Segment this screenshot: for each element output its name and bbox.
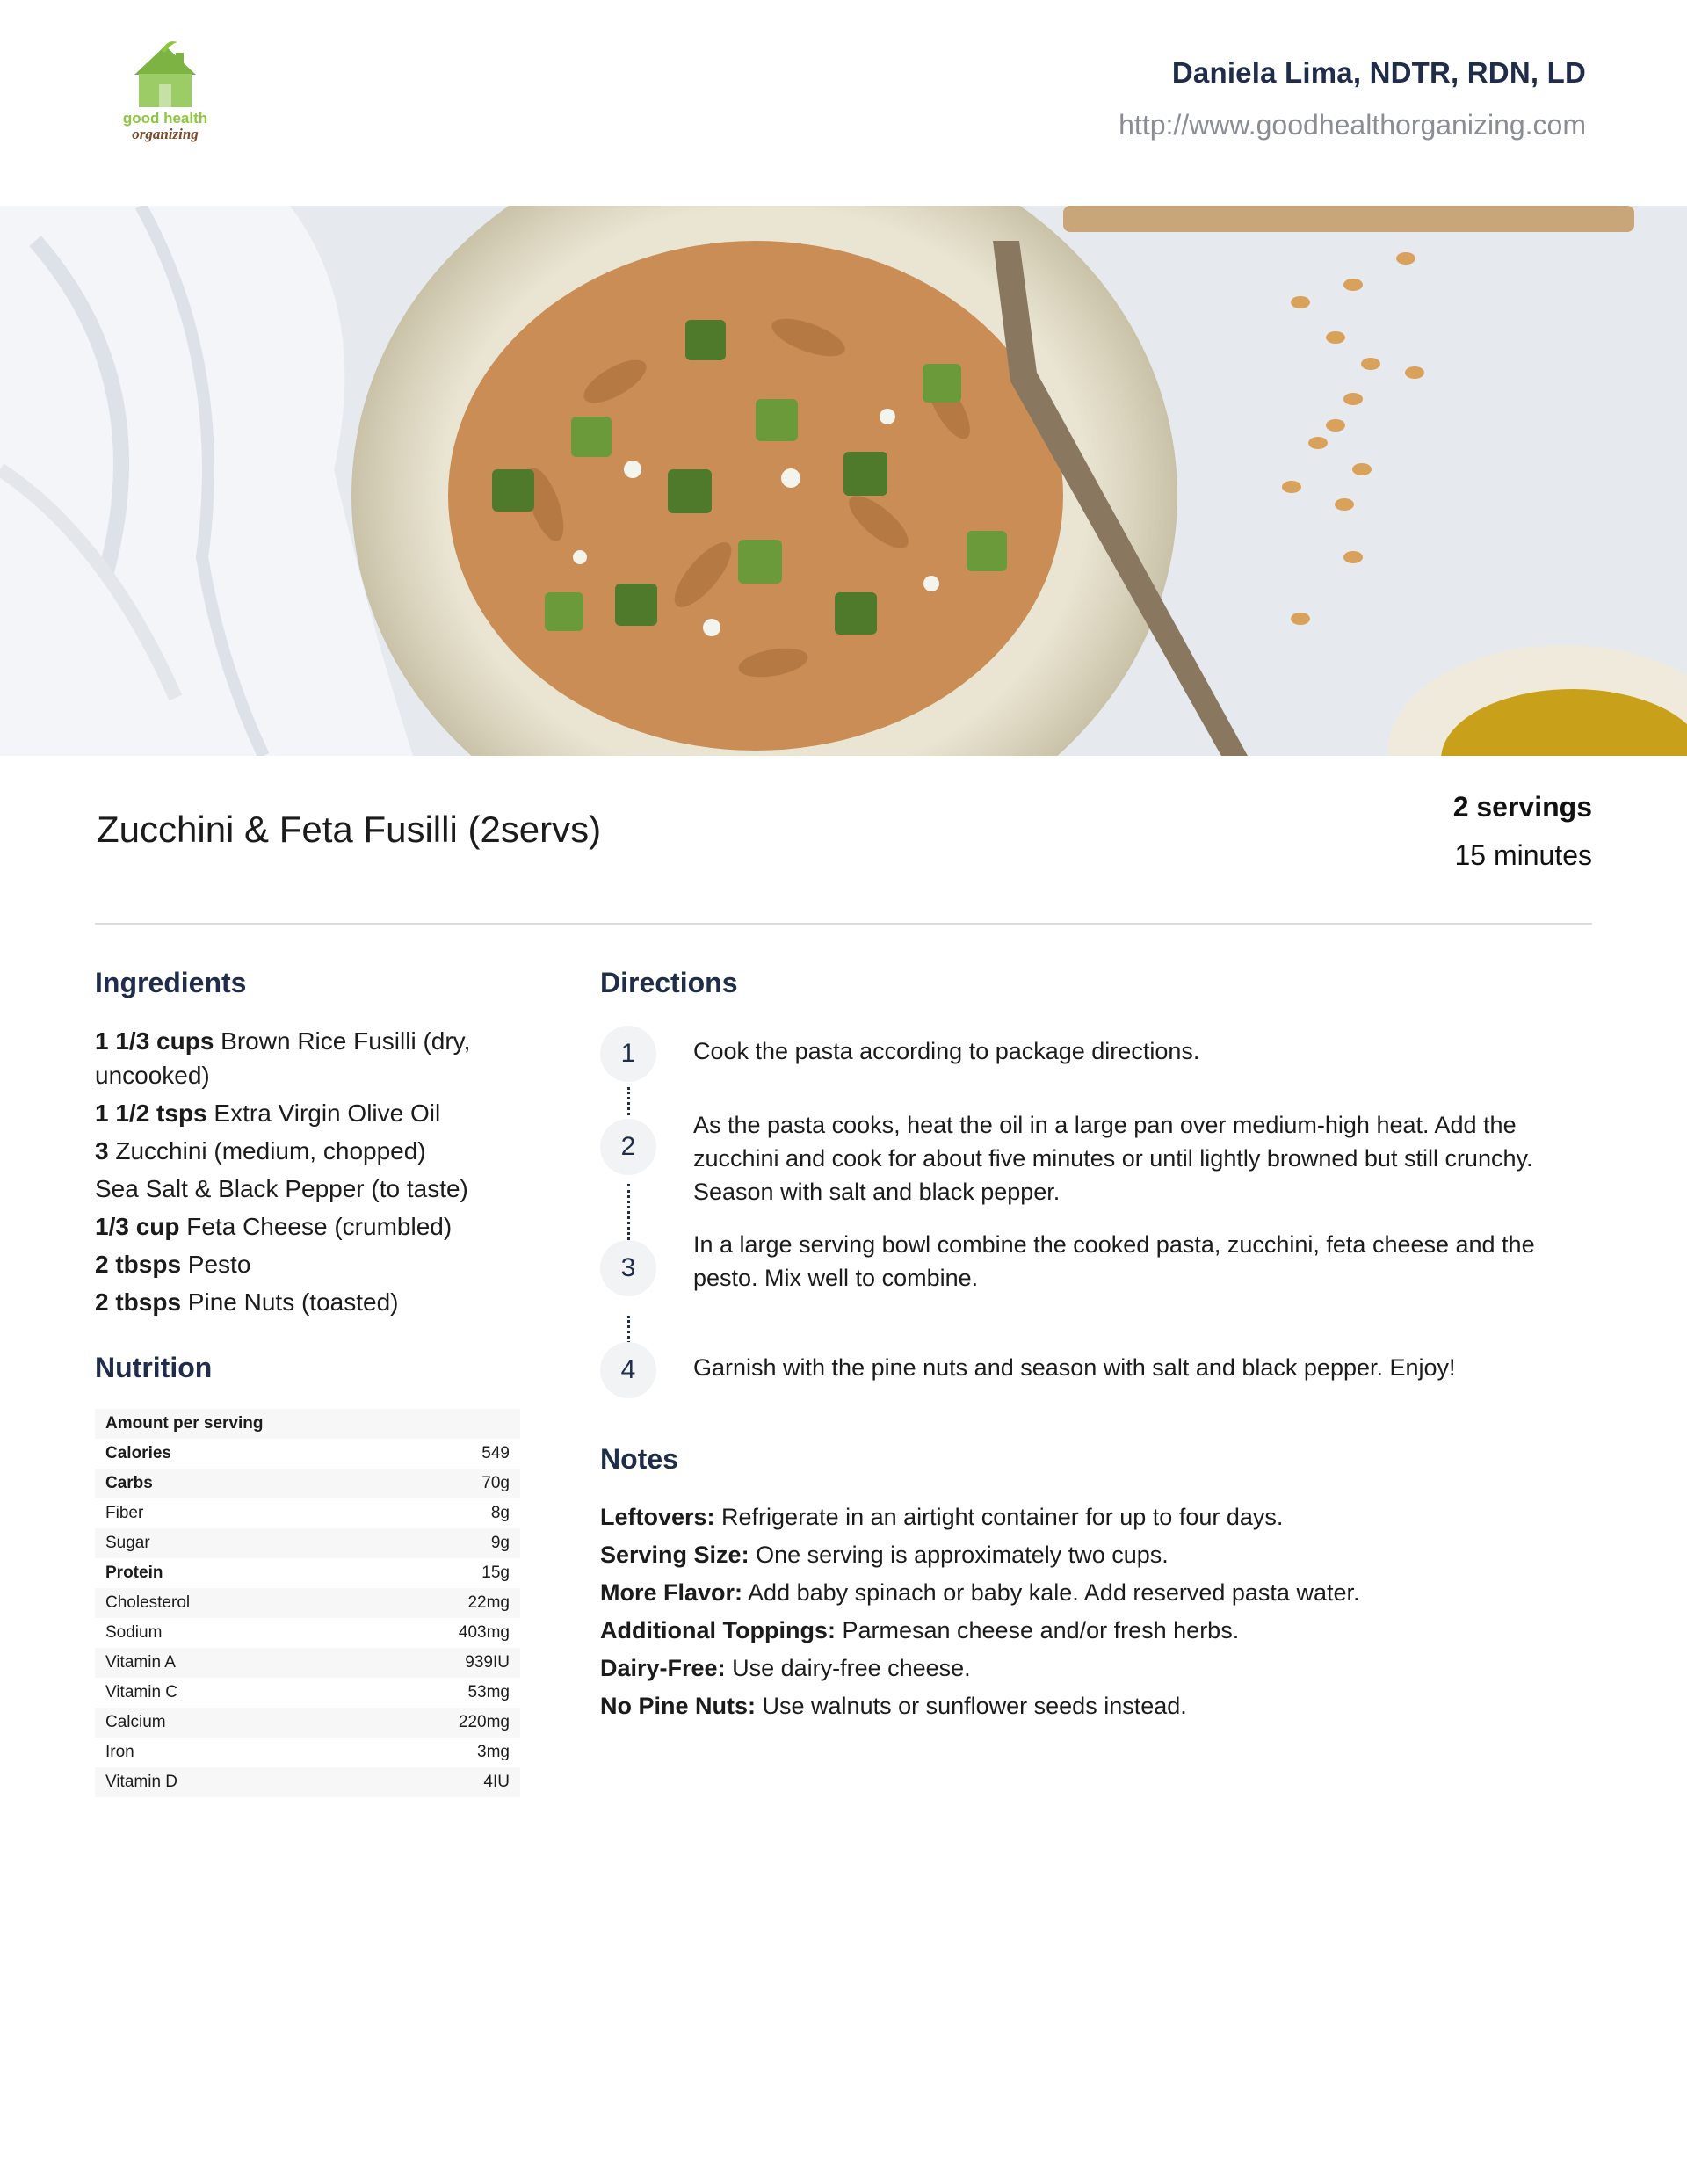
step-connector	[627, 1087, 630, 1115]
table-row: Carbs 70g	[95, 1469, 520, 1498]
nutrition-section	[95, 1352, 520, 1797]
author-name: Daniela Lima, NDTR, RDN, LD	[1171, 56, 1586, 89]
directions-heading: Directions	[600, 967, 738, 998]
recipe-meta	[1453, 791, 1592, 872]
step-number: 3	[600, 1240, 656, 1296]
table-row: Calories 549	[105, 1444, 510, 1462]
step-connector	[627, 1316, 630, 1344]
pasta-dish-photo-icon	[0, 206, 1687, 756]
ingredient-item: 1/3 cup Feta Cheese (crumbled)	[95, 1213, 453, 1240]
ingredients-section	[95, 967, 525, 1323]
step-text: In a large serving bowl combine the cooked pasta, zucchini, feta cheese and the pesto. Mix well to combine.	[693, 1231, 1535, 1291]
ingredient-item: 2 tbsps Pesto	[95, 1251, 251, 1278]
step-text: Garnish with the pine nuts and season with salt and black pepper. Enjoy!	[693, 1354, 1456, 1381]
ingredients-heading: Ingredients	[95, 967, 247, 998]
table-row: Vitamin D 4IU	[95, 1767, 520, 1797]
step-item	[600, 1231, 1593, 1296]
note-item: Additional Toppings: Parmesan cheese and/or fresh herbs.	[600, 1617, 1240, 1643]
note-item: Dairy-Free: Use dairy-free cheese.	[600, 1655, 971, 1681]
step-number: 4	[600, 1342, 656, 1398]
step-number: 1	[600, 1026, 656, 1082]
notes-heading: Notes	[600, 1443, 678, 1475]
step-item	[600, 1026, 1593, 1082]
nutrition-table	[95, 1409, 520, 1797]
table-row: Sodium 403mg	[105, 1623, 510, 1642]
author-block	[1119, 56, 1586, 141]
table-row: Vitamin A 939IU	[95, 1648, 520, 1678]
svg-text:organizing: organizing	[132, 126, 199, 142]
table-row: Protein 15g	[105, 1564, 510, 1582]
notes-list	[600, 1500, 1593, 1723]
website-link[interactable]: http://www.goodhealthorganizing.com	[1119, 109, 1586, 141]
ingredient-item: Sea Salt & Black Pepper (to taste)	[95, 1175, 468, 1202]
ingredient-item: 1 1/3 cups Brown Rice Fusilli (dry, uncooked)	[95, 1027, 471, 1089]
table-row: Vitamin C 53mg	[105, 1683, 510, 1701]
note-item: Serving Size: One serving is approximately two cups.	[600, 1542, 1169, 1568]
prep-time: 15 minutes	[1454, 839, 1592, 871]
steps-list	[600, 1026, 1593, 1398]
note-item: No Pine Nuts: Use walnuts or sunflower seeds instead.	[600, 1693, 1187, 1719]
step-text: Cook the pasta according to package directions.	[693, 1038, 1200, 1064]
recipe-title: Zucchini & Feta Fusilli (2servs)	[97, 809, 602, 850]
ingredient-item: 2 tbsps Pine Nuts (toasted)	[95, 1288, 399, 1316]
step-item	[600, 1342, 1593, 1398]
table-row: Cholesterol 22mg	[95, 1588, 520, 1618]
hero-image	[0, 206, 1687, 756]
step-item	[600, 1112, 1593, 1208]
servings-count: 2 servings	[1452, 791, 1592, 823]
note-item: More Flavor: Add baby spinach or baby kale. Add reserved pasta water.	[600, 1579, 1360, 1606]
table-row: Iron 3mg	[105, 1743, 510, 1761]
step-text: As the pasta cooks, heat the oil in a large pan over medium-high heat. Add the zucchini and cook for about five minutes or until lightly browned but still crunchy. Season with salt and black pepper.	[693, 1112, 1533, 1205]
table-row: Amount per serving	[95, 1409, 520, 1439]
step-number: 2	[600, 1119, 656, 1175]
note-item: Leftovers: Refrigerate in an airtight container for up to four days.	[600, 1504, 1284, 1530]
divider	[95, 923, 1592, 925]
directions-section	[600, 967, 1593, 1398]
table-row: Calcium 220mg	[95, 1708, 520, 1738]
nutrition-heading: Nutrition	[95, 1352, 213, 1383]
ingredients-list	[95, 1024, 525, 1319]
logo	[104, 35, 227, 149]
house-logo-icon	[104, 35, 227, 149]
svg-text:good health: good health	[122, 110, 208, 127]
table-row: Fiber 8g	[105, 1504, 510, 1522]
table-row: Sugar 9g	[95, 1528, 520, 1558]
ingredient-item: 3 Zucchini (medium, chopped)	[95, 1137, 426, 1165]
ingredient-item: 1 1/2 tsps Extra Virgin Olive Oil	[95, 1099, 441, 1127]
notes-section	[600, 1443, 1593, 1727]
